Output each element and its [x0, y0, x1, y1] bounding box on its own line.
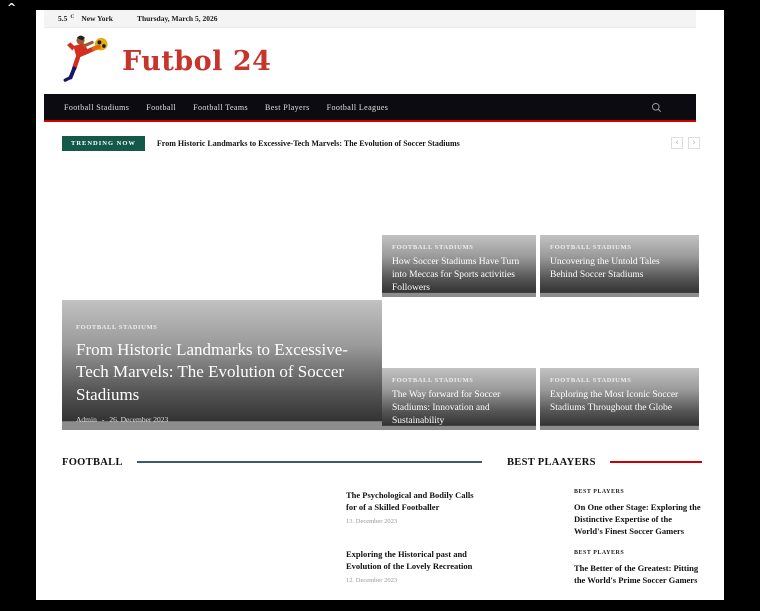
category-link[interactable]: FOOTBALL STADIUMS — [550, 244, 632, 251]
main-nav — [44, 94, 696, 122]
featured-post-card[interactable] — [382, 235, 536, 297]
featured-post-card[interactable] — [540, 368, 699, 430]
post-title[interactable]: Exploring the Most Iconic Soccer Stadiums Throughout the Globe — [550, 390, 679, 413]
section-divider — [137, 461, 482, 463]
article-title[interactable]: Exploring the Historical past and Evolution of the Lovely Recreation — [346, 549, 473, 572]
article-title[interactable]: The Psychological and Bodily Calls for of a Skilled Footballer — [346, 490, 474, 513]
trending-strip — [62, 134, 700, 152]
article-date: 13. December 2023 — [346, 518, 398, 526]
article-row — [62, 489, 482, 537]
featured-post-main[interactable] — [62, 300, 382, 430]
section-header — [507, 455, 702, 469]
post-author[interactable]: Admin — [76, 415, 97, 425]
temperature-value: 5.5 — [58, 14, 68, 23]
scroll-to-top-caret[interactable]: ^ — [7, 1, 17, 14]
trending-pager — [671, 137, 700, 149]
page — [36, 10, 724, 600]
article-thumbnail[interactable] — [62, 548, 334, 596]
article-row — [507, 489, 702, 539]
featured-posts-grid — [62, 235, 700, 430]
section-divider — [610, 461, 702, 463]
trending-badge: TRENDING NOW — [62, 136, 145, 151]
site-logo[interactable] — [58, 34, 271, 89]
article-thumbnail[interactable] — [507, 489, 562, 539]
post-title[interactable]: How Soccer Stadiums Have Turn into Meccas for Sports activities Followers — [392, 257, 520, 293]
nav-item-football-teams[interactable]: Football Teams — [193, 102, 249, 112]
site-title: Futbol 24 — [122, 45, 272, 77]
article-row — [62, 548, 482, 596]
post-meta — [76, 415, 368, 424]
article-thumbnail[interactable] — [507, 550, 562, 600]
section-header — [62, 455, 482, 469]
trending-headline[interactable]: From Historic Landmarks to Excessive-Tech Marvels: The Evolution of Soccer Stadiums — [156, 138, 460, 148]
article-text — [574, 550, 702, 600]
category-link[interactable]: FOOTBALL STADIUMS — [550, 377, 632, 384]
article-text — [346, 489, 482, 537]
temperature-unit: C — [70, 14, 75, 20]
article-title[interactable]: The Better of the Greatest: Pitting the World's Prime Soccer Gamers — [574, 563, 699, 586]
post-title[interactable]: Uncovering the Untold Tales Behind Soccer Stadiums — [550, 257, 660, 280]
search-icon[interactable] — [651, 102, 662, 113]
soccer-player-icon — [58, 34, 112, 89]
category-link[interactable]: FOOTBALL STADIUMS — [392, 244, 474, 251]
post-date: 26. December 2023 — [109, 415, 169, 425]
category-link[interactable]: FOOTBALL STADIUMS — [392, 377, 474, 384]
section-title: FOOTBALL — [62, 456, 123, 468]
nav-item-best-players[interactable]: Best Players — [265, 102, 310, 112]
article-text — [574, 489, 702, 539]
next-arrow-button[interactable]: › — [688, 137, 700, 149]
meta-separator: - — [101, 415, 105, 425]
article-thumbnail[interactable] — [62, 489, 334, 537]
featured-post-card[interactable] — [540, 235, 699, 297]
header — [36, 28, 724, 94]
post-title[interactable]: The Way forward for Soccer Stadiums: Innovation and Sustainability — [392, 390, 501, 426]
post-title[interactable]: From Historic Landmarks to Excessive-Tech Marvels: The Evolution of Soccer Stadiums — [76, 340, 348, 404]
article-category-label[interactable]: BEST PLAYERS — [574, 489, 625, 495]
section-best-players — [507, 455, 702, 611]
weather-location: New York — [81, 14, 113, 23]
article-text — [346, 548, 482, 596]
prev-arrow-button[interactable]: ‹ — [671, 137, 683, 149]
article-date: 12. December 2023 — [346, 577, 398, 585]
nav-item-football-leagues[interactable]: Football Leagues — [326, 102, 389, 112]
current-date: Thursday, March 5, 2026 — [136, 14, 218, 23]
top-bar — [44, 10, 696, 28]
category-link[interactable]: FOOTBALL STADIUMS — [76, 324, 158, 331]
bottom-sections — [62, 455, 702, 611]
article-title[interactable]: On One other Stage: Exploring the Distinctive Expertise of the World's Finest Soccer Gamers — [574, 502, 701, 537]
article-category-label[interactable]: BEST PLAYERS — [574, 550, 625, 556]
featured-post-card[interactable] — [382, 368, 536, 430]
weather-widget — [58, 14, 113, 23]
section-football — [62, 455, 482, 611]
section-title: BEST PLAAYERS — [507, 456, 596, 468]
nav-item-football[interactable]: Football — [146, 102, 177, 112]
nav-item-football-stadiums[interactable]: Football Stadiums — [64, 102, 130, 112]
article-row — [507, 550, 702, 600]
